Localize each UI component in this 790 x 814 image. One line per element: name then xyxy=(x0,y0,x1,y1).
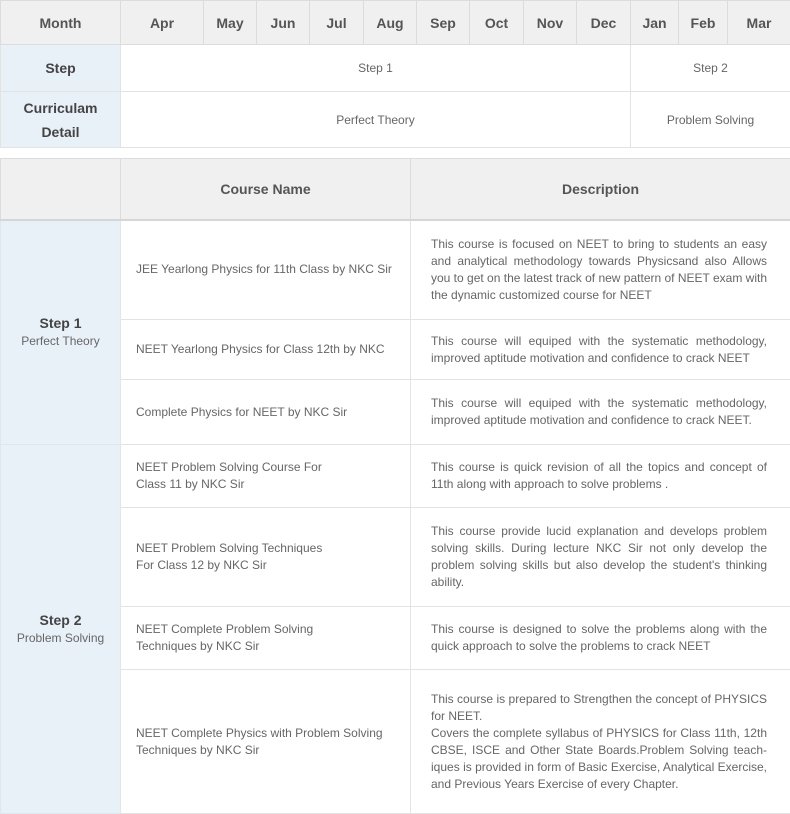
month-label: Month xyxy=(1,1,121,45)
problem-solving-cell: Problem Solving xyxy=(631,92,790,148)
course-description: This course is designed to solve the problems along with the quick approach to solve the problems to crack NEET xyxy=(411,607,790,670)
step-1-title: Step 1 xyxy=(1,314,120,333)
header-spacer xyxy=(1,159,121,220)
step-2-title: Step 2 xyxy=(1,611,120,630)
course-name: NEET Problem Solving Techniques For Class 12 by NKC Sir xyxy=(121,508,411,607)
month-aug: Aug xyxy=(364,1,417,45)
step-row xyxy=(1,45,790,92)
month-feb: Feb xyxy=(679,1,728,45)
month-jul: Jul xyxy=(310,1,364,45)
step-1-group-label xyxy=(1,220,121,445)
month-apr: Apr xyxy=(121,1,204,45)
course-name: NEET Problem Solving Course For Class 11 by NKC Sir xyxy=(121,445,411,508)
course-table xyxy=(0,158,790,814)
month-nov: Nov xyxy=(524,1,577,45)
course-name: NEET Complete Problem Solving Techniques by NKC Sir xyxy=(121,607,411,670)
course-description: This course is prepared to Strengthen the concept of PHYSICS for NEET. Covers the complete syllabus of PHYSICS for Class 11th, 12th CBSE, ISCE and Other State Boards.Problem Solving teach-iques is provided in form of Basic Exercise, Analytical Exercise, and Previous Years Exercise of every Chapter. xyxy=(411,670,790,814)
course-table-header xyxy=(1,159,790,220)
course-description: This course is quick revision of all the topics and concept of 11th along with approach to solve problems . xyxy=(411,445,790,508)
month-row xyxy=(1,1,790,45)
course-name: Complete Physics for NEET by NKC Sir xyxy=(121,380,411,445)
curriculum-detail-row xyxy=(1,92,790,148)
month-mar: Mar xyxy=(728,1,790,45)
description-header: Description xyxy=(411,159,790,220)
month-oct: Oct xyxy=(470,1,524,45)
step-1-cell: Step 1 xyxy=(121,45,631,92)
month-sep: Sep xyxy=(417,1,470,45)
course-name: NEET Complete Physics with Problem Solving Techniques by NKC Sir xyxy=(121,670,411,814)
schedule-table xyxy=(0,0,790,148)
course-description: This course is focused on NEET to bring to students an easy and analytical methodology towards Physicsand also Allows you to get on the latest track of new pattern of NEET exam with the dynamic customized course for NEET xyxy=(411,220,790,320)
curriculum-detail-label-text: Curriculam Detail xyxy=(16,96,106,144)
course-description: This course provide lucid explanation and develops problem solving skills. During lecture NKC Sir not only develop the problem solving skills but also develop the student's thinking ability. xyxy=(411,508,790,607)
month-may: May xyxy=(204,1,257,45)
step-2-cell: Step 2 xyxy=(631,45,790,92)
perfect-theory-cell: Perfect Theory xyxy=(121,92,631,148)
step-2-group-label xyxy=(1,445,121,814)
month-jan: Jan xyxy=(631,1,679,45)
course-description: This course will equiped with the systematic methodology, improved aptitude motivation and confidence to crack NEET. xyxy=(411,380,790,445)
month-jun: Jun xyxy=(257,1,310,45)
step-2-subtitle: Problem Solving xyxy=(1,630,120,647)
table-row xyxy=(1,220,790,320)
month-dec: Dec xyxy=(577,1,631,45)
course-name-header: Course Name xyxy=(121,159,411,220)
curriculum-detail-label xyxy=(1,92,121,148)
table-row xyxy=(1,445,790,508)
course-name: NEET Yearlong Physics for Class 12th by NKC xyxy=(121,320,411,380)
course-name: JEE Yearlong Physics for 11th Class by NKC Sir xyxy=(121,220,411,320)
step-label: Step xyxy=(1,45,121,92)
step-1-subtitle: Perfect Theory xyxy=(1,333,120,350)
course-description: This course will equiped with the systematic methodology, improved aptitude motivation and confidence to crack NEET xyxy=(411,320,790,380)
